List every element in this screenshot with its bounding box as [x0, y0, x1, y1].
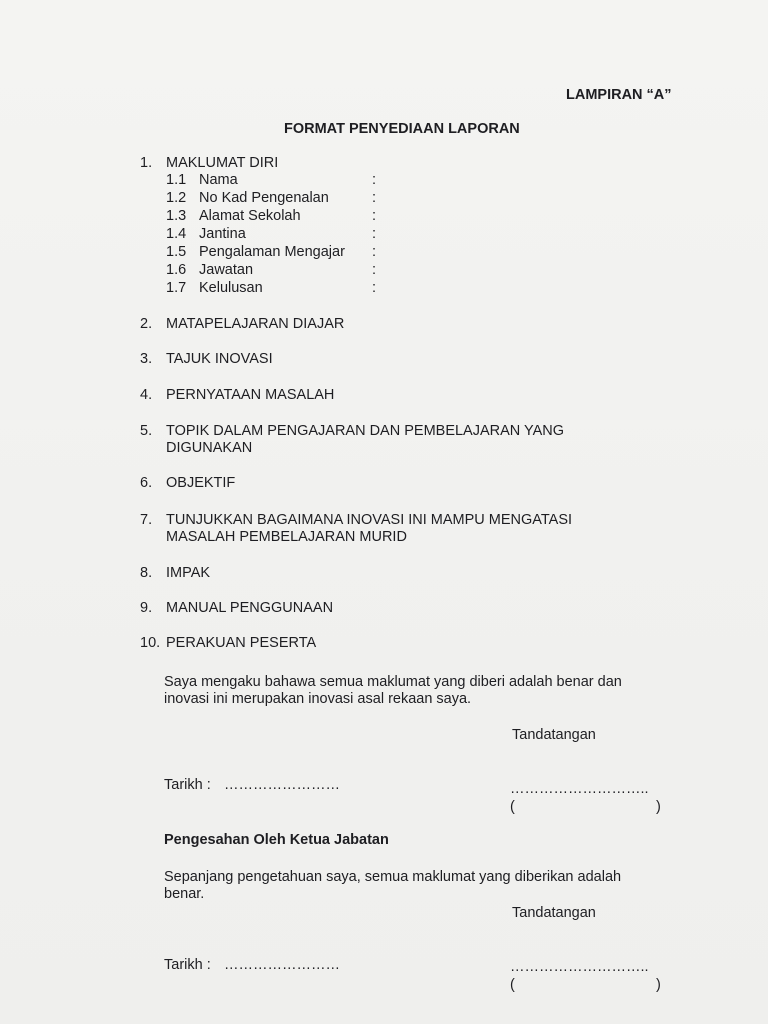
document-title: FORMAT PENYEDIAAN LAPORAN	[284, 121, 520, 137]
personal-info-item	[166, 225, 386, 243]
personal-info-item	[166, 171, 386, 189]
section-label: MANUAL PENGGUNAAN	[166, 600, 334, 616]
section-10-heading	[140, 634, 316, 652]
section-label: OBJEKTIF	[166, 475, 236, 491]
section-7-label-line-2: MASALAH PEMBELAJARAN MURID	[166, 529, 407, 545]
personal-info-item	[166, 189, 386, 207]
item-number: 1.1	[166, 172, 187, 188]
declaration-text-line-1: Saya mengaku bahawa semua maklumat yang diberi adalah benar dan	[164, 674, 622, 690]
personal-info-item	[166, 261, 386, 279]
section-number: 2.	[140, 316, 153, 332]
endorsement-date-line: ……………………	[224, 957, 340, 973]
section-label: IMPAK	[166, 565, 211, 581]
section-label: MATAPELAJARAN DIAJAR	[166, 316, 345, 332]
item-label: Pengalaman Mengajar	[199, 244, 345, 260]
item-number: 1.2	[166, 190, 187, 206]
declaration-date-line: ……………………	[224, 777, 340, 793]
section-number: 6.	[140, 475, 153, 491]
item-colon: :	[372, 190, 377, 206]
section-1-heading	[140, 154, 278, 172]
section-5-label-line-2: DIGUNAKAN	[166, 440, 253, 456]
section-7-heading	[140, 511, 572, 529]
item-colon: :	[372, 244, 377, 260]
personal-info-item	[166, 243, 386, 261]
section-label: TAJUK INOVASI	[166, 351, 273, 367]
item-colon: :	[372, 226, 377, 242]
section-number: 8.	[140, 565, 153, 581]
section-label: PERNYATAAN MASALAH	[166, 387, 335, 403]
endorsement-text-line-2: benar.	[164, 886, 205, 902]
section-3-heading	[140, 350, 273, 368]
section-9-heading	[140, 599, 333, 617]
appendix-label: LAMPIRAN “A”	[566, 87, 672, 103]
item-number: 1.7	[166, 280, 187, 296]
section-number: 7.	[140, 512, 153, 528]
endorsement-date-label: Tarikh :	[164, 957, 211, 973]
declaration-text-line-2: inovasi ini merupakan inovasi asal rekaan saya.	[164, 691, 472, 707]
section-label: MAKLUMAT DIRI	[166, 155, 279, 171]
endorsement-text-line-1: Sepanjang pengetahuan saya, semua maklumat yang diberikan adalah	[164, 869, 622, 885]
endorsement-name-paren-open: (	[510, 977, 515, 993]
item-label: Alamat Sekolah	[199, 208, 301, 224]
declaration-signature-label: Tandatangan	[512, 727, 596, 743]
section-8-heading	[140, 564, 210, 582]
item-colon: :	[372, 172, 377, 188]
endorsement-name-paren-close: )	[656, 977, 661, 993]
declaration-signature-line: ………………………..	[510, 781, 649, 797]
item-label: No Kad Pengenalan	[199, 190, 329, 206]
item-colon: :	[372, 262, 377, 278]
item-number: 1.4	[166, 226, 187, 242]
item-colon: :	[372, 208, 377, 224]
section-number: 3.	[140, 351, 153, 367]
section-2-heading	[140, 315, 344, 333]
declaration-name-paren-open: (	[510, 799, 515, 815]
item-label: Kelulusan	[199, 280, 263, 296]
endorsement-signature-label: Tandatangan	[512, 905, 596, 921]
section-number: 1.	[140, 155, 153, 171]
personal-info-item	[166, 279, 386, 297]
section-number: 5.	[140, 423, 153, 439]
item-number: 1.6	[166, 262, 187, 278]
item-number: 1.5	[166, 244, 187, 260]
personal-info-item	[166, 207, 386, 225]
section-number: 10.	[140, 635, 161, 651]
section-5-heading	[140, 422, 564, 440]
section-label: PERAKUAN PESERTA	[166, 635, 317, 651]
item-label: Jantina	[199, 226, 246, 242]
item-colon: :	[372, 280, 377, 296]
item-label: Jawatan	[199, 262, 254, 278]
item-number: 1.3	[166, 208, 187, 224]
declaration-name-paren-close: )	[656, 799, 661, 815]
item-label: Nama	[199, 172, 238, 188]
section-number: 4.	[140, 387, 153, 403]
section-4-heading	[140, 386, 334, 404]
section-6-heading	[140, 474, 235, 492]
section-label-line-1: TUNJUKKAN BAGAIMANA INOVASI INI MAMPU MENGATASI	[166, 512, 573, 528]
endorsement-heading: Pengesahan Oleh Ketua Jabatan	[164, 832, 389, 848]
section-number: 9.	[140, 600, 153, 616]
endorsement-signature-line: ………………………..	[510, 959, 649, 975]
declaration-date-label: Tarikh :	[164, 777, 211, 793]
section-label-line-1: TOPIK DALAM PENGAJARAN DAN PEMBELAJARAN YANG	[166, 423, 565, 439]
